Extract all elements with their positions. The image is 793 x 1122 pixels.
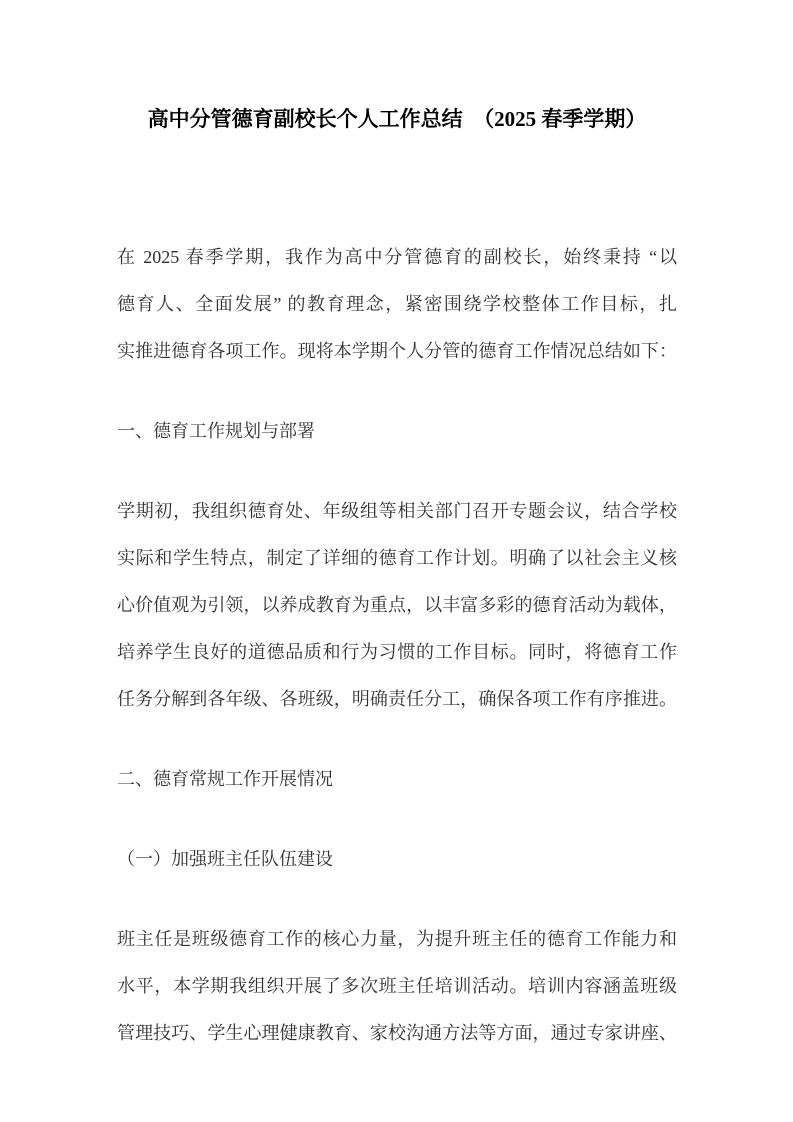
text-line: 实际和学生特点，制定了详细的德育工作计划。明确了以社会主义核 [117,548,677,568]
text-line: 任务分解到各年级、各班级，明确责任分工，确保各项工作有序推进。 [117,689,677,709]
text-line: 在 2025 春季学期，我作为高中分管德育的副校长，始终秉持 “以 [117,247,677,267]
intro-paragraph [117,234,677,375]
text-line: 班主任是班级德育工作的核心力量，为提升班主任的德育工作能力和 [117,929,677,949]
section-2-heading: 二、德育常规工作开展情况 [117,769,333,789]
section-2-subheading: （一）加强班主任队伍建设 [117,849,333,869]
section-1-paragraph [117,488,677,723]
text-line: 管理技巧、学生心理健康教育、家校沟通方法等方面，通过专家讲座、 [117,1023,677,1043]
document-title: 高中分管德育副校长个人工作总结 （2025 春季学期） [147,107,647,131]
section-2-paragraph [117,916,677,1057]
text-line: 实推进德育各项工作。现将本学期个人分管的德育工作情况总结如下： [117,341,677,361]
text-line: 德育人、全面发展” 的教育理念，紧密围绕学校整体工作目标，扎 [117,294,677,314]
text-line: 培养学生良好的道德品质和行为习惯的工作目标。同时，将德育工作 [117,642,677,662]
text-line: 水平，本学期我组织开展了多次班主任培训活动。培训内容涵盖班级 [117,976,677,996]
text-line: 心价值观为引领，以养成教育为重点，以丰富多彩的德育活动为载体， [117,595,677,615]
section-1-heading: 一、德育工作规划与部署 [117,421,315,441]
text-line: 学期初，我组织德育处、年级组等相关部门召开专题会议，结合学校 [117,501,677,521]
